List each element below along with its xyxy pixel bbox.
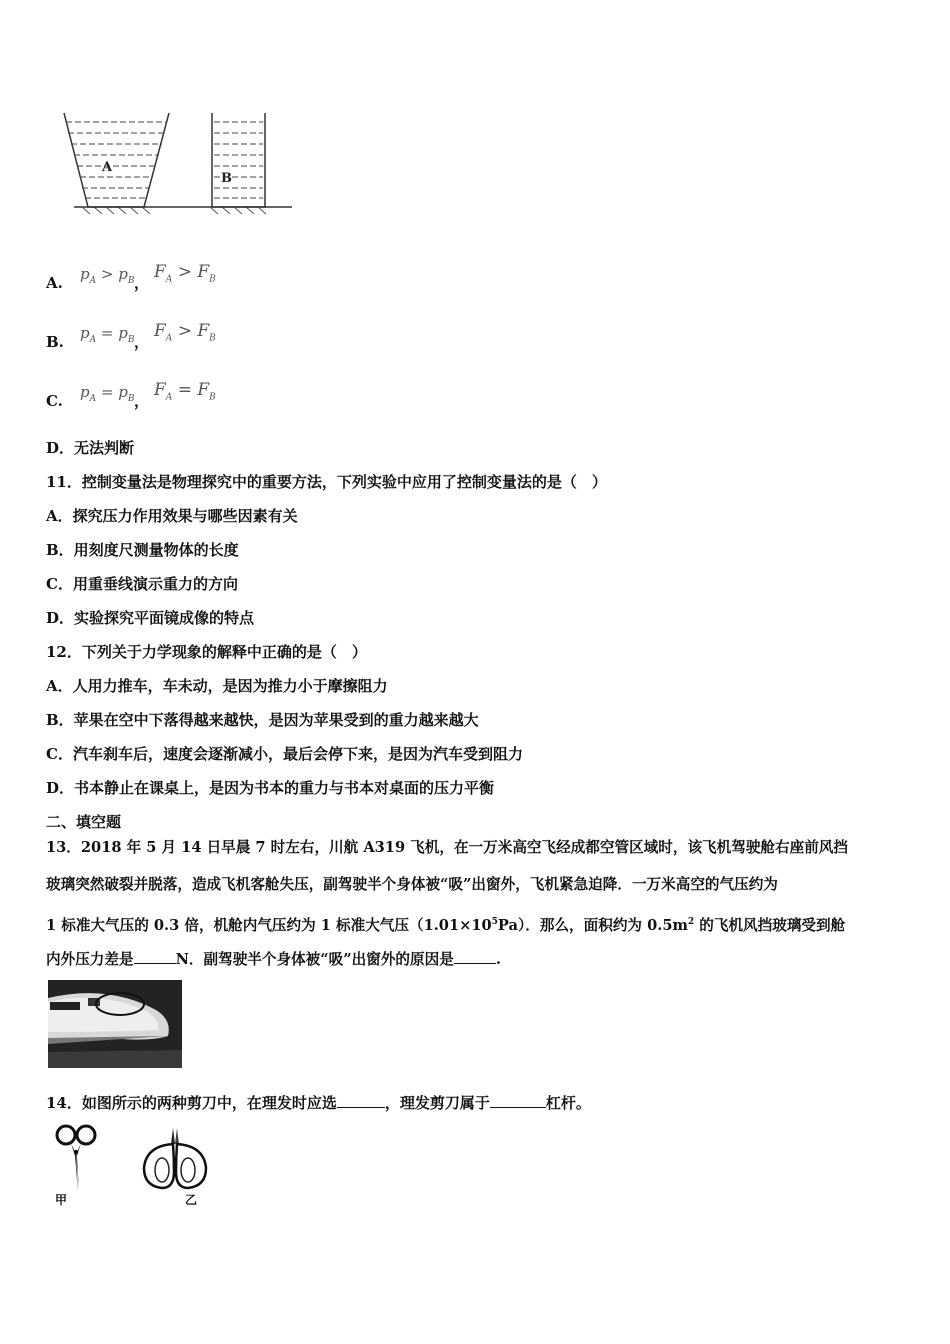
q13-blank-2[interactable] <box>454 949 496 964</box>
q14-blank-1[interactable] <box>337 1093 385 1108</box>
airplane-photo <box>48 980 182 1068</box>
q13-blank-1[interactable] <box>134 949 176 964</box>
scissors-jia-label: 甲 <box>55 1193 68 1207</box>
q11-option-b: B．用刻度尺测量物体的长度 <box>46 541 239 559</box>
q14-blank-2[interactable] <box>490 1093 546 1108</box>
section-heading: 二、填空题 <box>46 813 122 831</box>
q13-line-2: 玻璃突然破裂并脱落，造成飞机客舱失压，副驾驶半个身体被“吸”出窗外，飞机紧急迫降．一万米高空的气压约为 <box>46 876 778 893</box>
q12-option-d: D．书本静止在课桌上，是因为书本的重力与书本对桌面的压力平衡 <box>46 779 495 797</box>
q12-option-a: A．人用力推车，车未动，是因为推力小于摩擦阻力 <box>46 677 388 695</box>
q13-line-1: 13．2018 年 5 月 14 日早晨 7 时左右，川航 A319 飞机，在一万米高空飞经成都空管区域时，该飞机驾驶舱右座前风挡 <box>46 839 848 856</box>
q12-option-c: C．汽车刹车后，速度会逐渐减小，最后会停下来，是因为汽车受到阻力 <box>46 745 523 763</box>
q12-stem: 12．下列关于力学现象的解释中正确的是（ ） <box>46 643 367 661</box>
container-b-label: B <box>221 171 232 186</box>
container-a-label: A <box>102 160 113 175</box>
q12-option-b: B．苹果在空中下落得越来越快，是因为苹果受到的重力越来越大 <box>46 711 479 729</box>
containers-figure <box>60 108 300 216</box>
q11-option-d: D．实验探究平面镜成像的特点 <box>46 609 255 627</box>
scissors-yi-figure <box>140 1124 210 1194</box>
q11-option-c: C．用重垂线演示重力的方向 <box>46 575 238 593</box>
q13-line-4: 内外压力差是 N．副驾驶半个身体被“吸”出窗外的原因是 . <box>46 951 501 968</box>
scissors-jia-figure <box>52 1122 102 1194</box>
q14-stem: 14．如图所示的两种剪刀中，在理发时应选 ，理发剪刀属于 杠杆。 <box>46 1094 591 1112</box>
q11-stem: 11．控制变量法是物理探究中的重要方法，下列实验中应用了控制变量法的是（ ） <box>46 473 607 491</box>
q13-line-3: 1 标准大气压的 0.3 倍，机舱内气压约为 1 标准大气压$(1.01\times 10^5Pa)$．那么，面积约为 $0.5m^2$ 的飞机风挡玻璃受到舱 <box>46 916 846 934</box>
q11-option-a: A．探究压力作用效果与哪些因素有关 <box>46 507 298 525</box>
scissors-yi-label: 乙 <box>185 1193 198 1207</box>
q10-option-d: D．无法判断 <box>46 439 135 457</box>
